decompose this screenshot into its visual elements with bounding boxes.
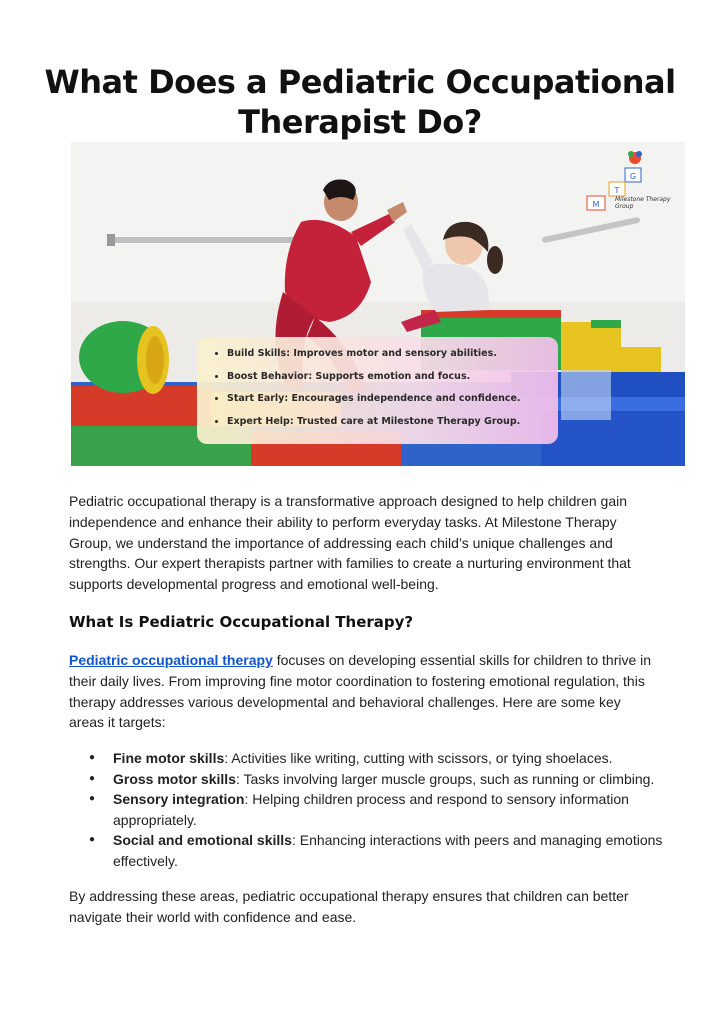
list-item-term: Sensory integration [113,791,245,808]
hero-image [71,142,685,466]
list-item-desc: : Enhancing interactions with peers and managing emotions effectively. [113,832,663,869]
list-item-term: Gross motor skills [113,770,236,787]
benefit-item: • Boost Behavior: Supports emotion and focus. [227,366,546,389]
key-areas-list [69,748,669,872]
benefits-overlay [197,337,558,444]
page-title: What Does a Pediatric Occupational Therapist Do? [44,63,676,141]
list-item [69,830,669,871]
benefit-item: • Start Early: Encourages independence and confidence. [227,388,546,411]
benefit-item: • Expert Help: Trusted care at Milestone Therapy Group. [227,411,546,434]
closing-paragraph: By addressing these areas, pediatric occupational therapy ensures that children can better navigate their world with confidence and ease. [69,888,629,925]
list-item-desc: : Activities like writing, cutting with scissors, or tying shoelaces. [224,750,613,766]
section-paragraph [69,650,659,733]
list-item [69,748,669,769]
milestone-logo [579,148,679,214]
list-item-term: Social and emotional skills [113,832,292,849]
logo-letter-t: T [614,186,620,195]
intro-paragraph: Pediatric occupational therapy is a transformative approach designed to help children gain independence and enhance their ability to perform everyday tasks. At Milestone Therapy Group, we understand the importance of addressing each child’s unique challenges and strengths. Our expert therapists partner with families to create a nurturing environment that supports developmental progress and emotional well-being. [69,493,631,593]
list-item-term: Fine motor skills [113,750,225,766]
logo-name: Milestone Therapy Group [615,196,671,210]
logo-letter-m: M [592,200,600,209]
pediatric-ot-link[interactable]: Pediatric occupational therapy [69,652,273,668]
benefit-item: • Build Skills: Improves motor and sensory abilities. [227,343,546,366]
benefits-list [213,343,546,433]
list-item [69,789,669,830]
list-item [69,769,669,790]
section-paragraph-text: focuses on developing essential skills for children to thrive in their daily lives. From improving fine motor coordination to fostering emotional regulation, this therapy addresses various developmental and behavioral challenges. Here are some key areas it targets: [69,652,652,731]
list-item-desc: : Helping children process and respond to sensory information appropriately. [113,791,629,828]
section-heading: What Is Pediatric Occupational Therapy? [69,613,414,631]
list-item-desc: : Tasks involving larger muscle groups, such as running or climbing. [235,770,655,787]
logo-letter-g: G [629,172,637,181]
